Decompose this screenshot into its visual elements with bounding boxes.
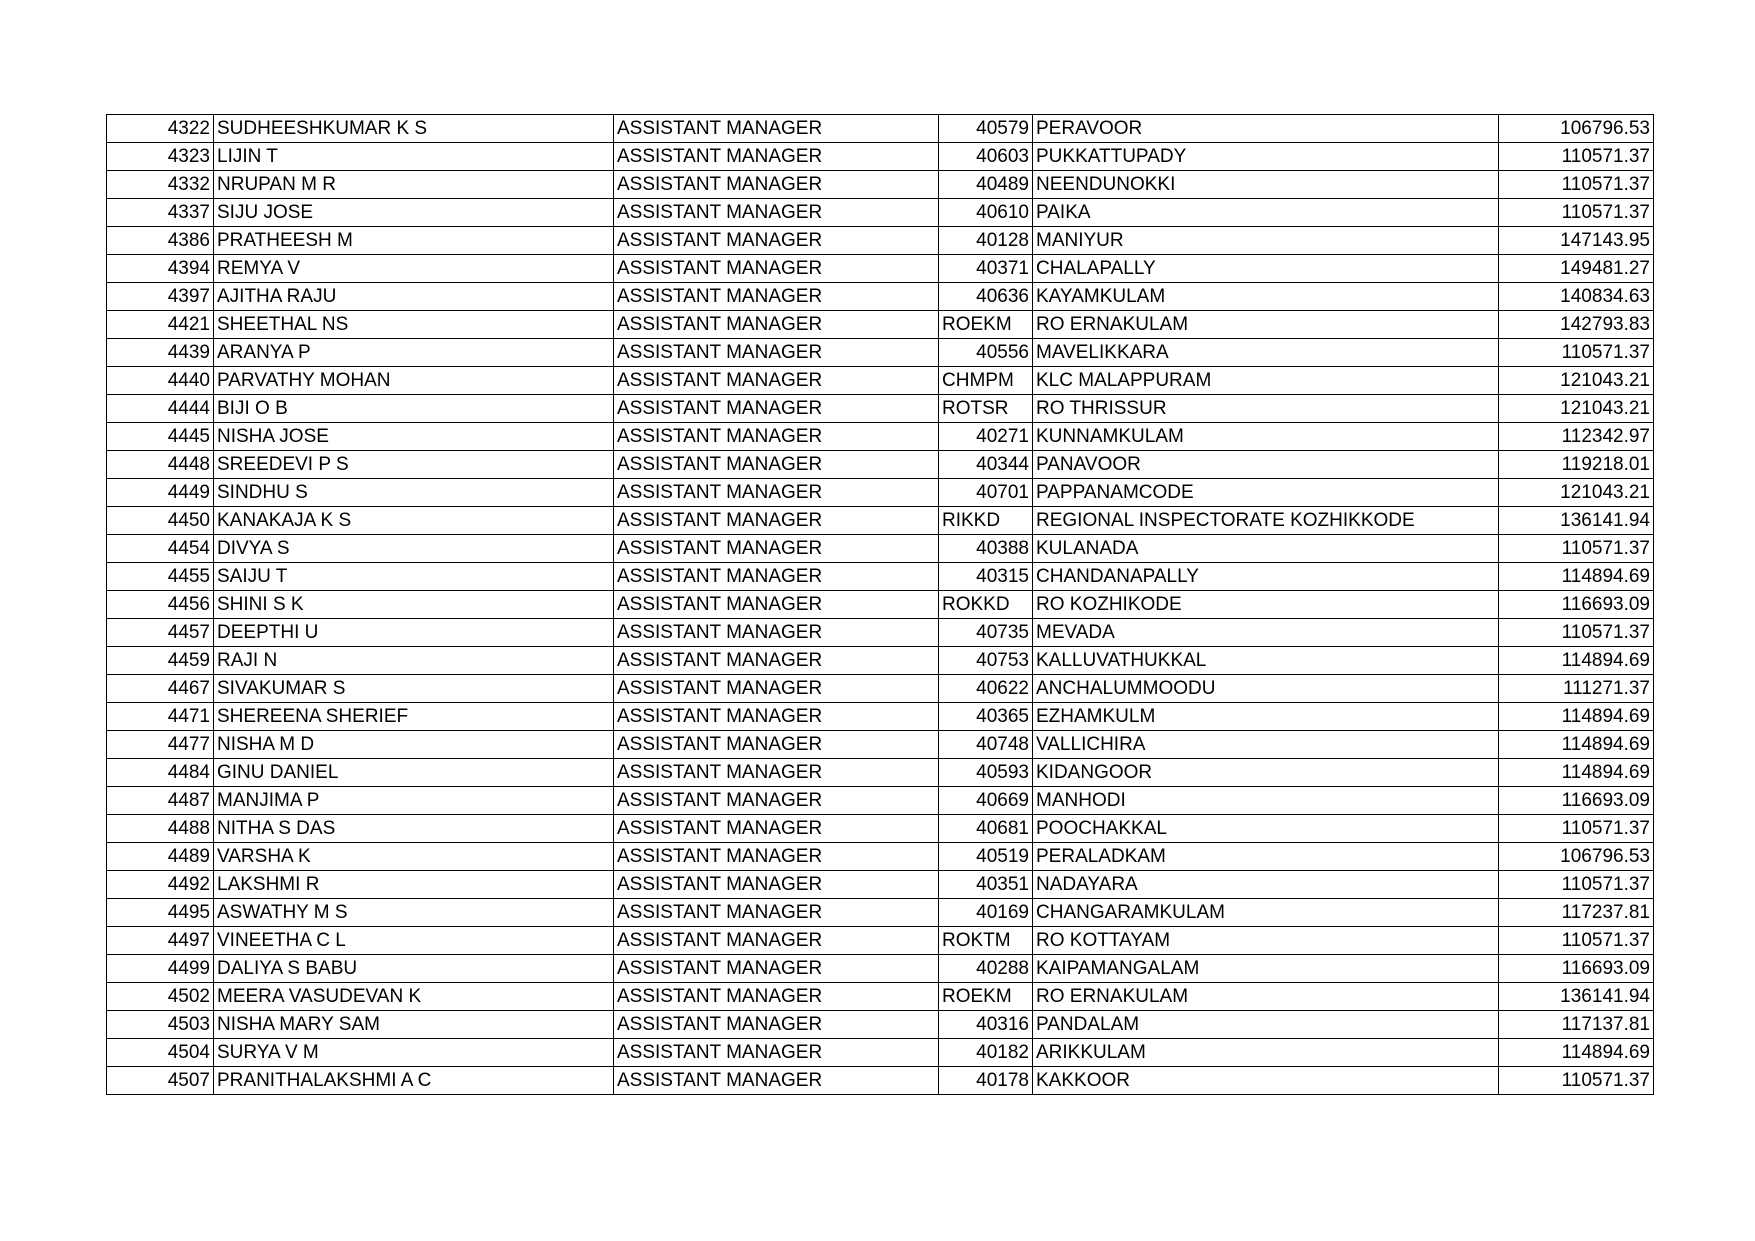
employee-name-cell: GINU DANIEL <box>214 759 614 787</box>
office-name-cell: RO KOTTAYAM <box>1033 927 1499 955</box>
designation-cell: ASSISTANT MANAGER <box>614 115 939 143</box>
designation-cell: ASSISTANT MANAGER <box>614 367 939 395</box>
office-name-cell: MANHODI <box>1033 787 1499 815</box>
office-code-cell: 40681 <box>939 815 1033 843</box>
amount-cell: 121043.21 <box>1499 395 1654 423</box>
amount-cell: 121043.21 <box>1499 367 1654 395</box>
employee-name-cell: VINEETHA C L <box>214 927 614 955</box>
office-name-cell: MAVELIKKARA <box>1033 339 1499 367</box>
table-row <box>107 1011 1654 1039</box>
office-code-cell: 40593 <box>939 759 1033 787</box>
office-name-cell: VALLICHIRA <box>1033 731 1499 759</box>
office-code-cell: 40316 <box>939 1011 1033 1039</box>
designation-cell: ASSISTANT MANAGER <box>614 227 939 255</box>
office-name-cell: ANCHALUMMOODU <box>1033 675 1499 703</box>
employee-name-cell: REMYA V <box>214 255 614 283</box>
office-code-cell: 40178 <box>939 1067 1033 1095</box>
employee-name-cell: PRATHEESH M <box>214 227 614 255</box>
employee-name-cell: RAJI N <box>214 647 614 675</box>
office-code-cell: 40603 <box>939 143 1033 171</box>
table-row <box>107 507 1654 535</box>
office-name-cell: PUKKATTUPADY <box>1033 143 1499 171</box>
table-row <box>107 787 1654 815</box>
office-code-cell: 40365 <box>939 703 1033 731</box>
employee-name-cell: SUDHEESHKUMAR K S <box>214 115 614 143</box>
employee-id-cell: 4467 <box>107 675 214 703</box>
office-code-cell: 40288 <box>939 955 1033 983</box>
amount-cell: 140834.63 <box>1499 283 1654 311</box>
table-row <box>107 199 1654 227</box>
table-row <box>107 1067 1654 1095</box>
amount-cell: 114894.69 <box>1499 563 1654 591</box>
employee-name-cell: SREEDEVI P S <box>214 451 614 479</box>
employee-id-cell: 4502 <box>107 983 214 1011</box>
table-row <box>107 143 1654 171</box>
employee-id-cell: 4444 <box>107 395 214 423</box>
amount-cell: 114894.69 <box>1499 1039 1654 1067</box>
amount-cell: 116693.09 <box>1499 787 1654 815</box>
office-name-cell: MANIYUR <box>1033 227 1499 255</box>
amount-cell: 121043.21 <box>1499 479 1654 507</box>
table-row <box>107 255 1654 283</box>
employee-name-cell: DIVYA S <box>214 535 614 563</box>
office-code-cell: 40579 <box>939 115 1033 143</box>
amount-cell: 117137.81 <box>1499 1011 1654 1039</box>
employee-id-cell: 4397 <box>107 283 214 311</box>
table-row <box>107 619 1654 647</box>
table-row <box>107 423 1654 451</box>
office-code-cell: 40753 <box>939 647 1033 675</box>
designation-cell: ASSISTANT MANAGER <box>614 871 939 899</box>
employee-id-cell: 4394 <box>107 255 214 283</box>
employee-id-cell: 4455 <box>107 563 214 591</box>
employee-id-cell: 4337 <box>107 199 214 227</box>
office-name-cell: PERAVOOR <box>1033 115 1499 143</box>
employee-id-cell: 4489 <box>107 843 214 871</box>
designation-cell: ASSISTANT MANAGER <box>614 507 939 535</box>
designation-cell: ASSISTANT MANAGER <box>614 171 939 199</box>
employee-id-cell: 4439 <box>107 339 214 367</box>
employee-name-cell: NRUPAN M R <box>214 171 614 199</box>
office-name-cell: POOCHAKKAL <box>1033 815 1499 843</box>
employee-name-cell: ARANYA P <box>214 339 614 367</box>
employee-name-cell: SINDHU S <box>214 479 614 507</box>
table-row <box>107 563 1654 591</box>
amount-cell: 112342.97 <box>1499 423 1654 451</box>
office-name-cell: NEENDUNOKKI <box>1033 171 1499 199</box>
office-code-cell: CHMPM <box>939 367 1033 395</box>
amount-cell: 110571.37 <box>1499 339 1654 367</box>
office-code-cell: 40489 <box>939 171 1033 199</box>
amount-cell: 114894.69 <box>1499 647 1654 675</box>
office-code-cell: ROTSR <box>939 395 1033 423</box>
office-name-cell: MEVADA <box>1033 619 1499 647</box>
office-code-cell: 40182 <box>939 1039 1033 1067</box>
office-name-cell: REGIONAL INSPECTORATE KOZHIKKODE <box>1033 507 1499 535</box>
office-name-cell: RO THRISSUR <box>1033 395 1499 423</box>
amount-cell: 114894.69 <box>1499 759 1654 787</box>
employee-id-cell: 4448 <box>107 451 214 479</box>
office-code-cell: 40669 <box>939 787 1033 815</box>
designation-cell: ASSISTANT MANAGER <box>614 1067 939 1095</box>
table-row <box>107 843 1654 871</box>
office-code-cell: 40735 <box>939 619 1033 647</box>
office-name-cell: NADAYARA <box>1033 871 1499 899</box>
amount-cell: 116693.09 <box>1499 955 1654 983</box>
amount-cell: 110571.37 <box>1499 143 1654 171</box>
employee-name-cell: SIJU JOSE <box>214 199 614 227</box>
amount-cell: 110571.37 <box>1499 815 1654 843</box>
amount-cell: 142793.83 <box>1499 311 1654 339</box>
table-row <box>107 703 1654 731</box>
office-code-cell: 40351 <box>939 871 1033 899</box>
employee-id-cell: 4507 <box>107 1067 214 1095</box>
table-row <box>107 171 1654 199</box>
table-row <box>107 759 1654 787</box>
employee-name-cell: ASWATHY M S <box>214 899 614 927</box>
office-code-cell: 40271 <box>939 423 1033 451</box>
office-code-cell: 40315 <box>939 563 1033 591</box>
table-row <box>107 731 1654 759</box>
amount-cell: 111271.37 <box>1499 675 1654 703</box>
designation-cell: ASSISTANT MANAGER <box>614 759 939 787</box>
designation-cell: ASSISTANT MANAGER <box>614 591 939 619</box>
table-row <box>107 983 1654 1011</box>
office-name-cell: PERALADKAM <box>1033 843 1499 871</box>
employee-id-cell: 4477 <box>107 731 214 759</box>
office-code-cell: 40622 <box>939 675 1033 703</box>
staff-table <box>106 114 1654 1095</box>
employee-id-cell: 4471 <box>107 703 214 731</box>
designation-cell: ASSISTANT MANAGER <box>614 563 939 591</box>
table-row <box>107 535 1654 563</box>
amount-cell: 106796.53 <box>1499 843 1654 871</box>
office-name-cell: KAYAMKULAM <box>1033 283 1499 311</box>
office-code-cell: 40748 <box>939 731 1033 759</box>
designation-cell: ASSISTANT MANAGER <box>614 703 939 731</box>
office-name-cell: PAIKA <box>1033 199 1499 227</box>
designation-cell: ASSISTANT MANAGER <box>614 395 939 423</box>
employee-name-cell: SHEETHAL NS <box>214 311 614 339</box>
office-code-cell: ROEKM <box>939 983 1033 1011</box>
employee-name-cell: SIVAKUMAR S <box>214 675 614 703</box>
table-row <box>107 675 1654 703</box>
employee-id-cell: 4504 <box>107 1039 214 1067</box>
amount-cell: 147143.95 <box>1499 227 1654 255</box>
designation-cell: ASSISTANT MANAGER <box>614 899 939 927</box>
employee-id-cell: 4450 <box>107 507 214 535</box>
office-code-cell: 40556 <box>939 339 1033 367</box>
employee-id-cell: 4440 <box>107 367 214 395</box>
office-code-cell: ROKKD <box>939 591 1033 619</box>
employee-name-cell: NISHA JOSE <box>214 423 614 451</box>
office-code-cell: 40610 <box>939 199 1033 227</box>
office-name-cell: KULANADA <box>1033 535 1499 563</box>
amount-cell: 114894.69 <box>1499 703 1654 731</box>
table-row <box>107 591 1654 619</box>
amount-cell: 110571.37 <box>1499 871 1654 899</box>
office-code-cell: 40636 <box>939 283 1033 311</box>
designation-cell: ASSISTANT MANAGER <box>614 647 939 675</box>
designation-cell: ASSISTANT MANAGER <box>614 619 939 647</box>
table-row <box>107 395 1654 423</box>
designation-cell: ASSISTANT MANAGER <box>614 815 939 843</box>
employee-id-cell: 4484 <box>107 759 214 787</box>
amount-cell: 110571.37 <box>1499 535 1654 563</box>
staff-table-body <box>107 115 1654 1095</box>
table-row <box>107 367 1654 395</box>
designation-cell: ASSISTANT MANAGER <box>614 927 939 955</box>
office-name-cell: EZHAMKULM <box>1033 703 1499 731</box>
amount-cell: 110571.37 <box>1499 199 1654 227</box>
office-name-cell: CHALAPALLY <box>1033 255 1499 283</box>
employee-name-cell: DALIYA S BABU <box>214 955 614 983</box>
office-name-cell: KIDANGOOR <box>1033 759 1499 787</box>
designation-cell: ASSISTANT MANAGER <box>614 143 939 171</box>
employee-name-cell: VARSHA K <box>214 843 614 871</box>
amount-cell: 110571.37 <box>1499 1067 1654 1095</box>
table-row <box>107 815 1654 843</box>
amount-cell: 116693.09 <box>1499 591 1654 619</box>
office-name-cell: KUNNAMKULAM <box>1033 423 1499 451</box>
employee-name-cell: SHEREENA SHERIEF <box>214 703 614 731</box>
designation-cell: ASSISTANT MANAGER <box>614 787 939 815</box>
employee-name-cell: BIJI O B <box>214 395 614 423</box>
employee-name-cell: NISHA MARY SAM <box>214 1011 614 1039</box>
office-name-cell: KAKKOOR <box>1033 1067 1499 1095</box>
employee-id-cell: 4495 <box>107 899 214 927</box>
employee-id-cell: 4454 <box>107 535 214 563</box>
amount-cell: 110571.37 <box>1499 927 1654 955</box>
office-code-cell: 40388 <box>939 535 1033 563</box>
office-code-cell: ROKTM <box>939 927 1033 955</box>
employee-id-cell: 4487 <box>107 787 214 815</box>
office-name-cell: RO ERNAKULAM <box>1033 311 1499 339</box>
amount-cell: 119218.01 <box>1499 451 1654 479</box>
office-code-cell: ROEKM <box>939 311 1033 339</box>
table-row <box>107 311 1654 339</box>
employee-id-cell: 4445 <box>107 423 214 451</box>
amount-cell: 114894.69 <box>1499 731 1654 759</box>
office-name-cell: ARIKKULAM <box>1033 1039 1499 1067</box>
designation-cell: ASSISTANT MANAGER <box>614 1011 939 1039</box>
table-row <box>107 647 1654 675</box>
employee-id-cell: 4386 <box>107 227 214 255</box>
table-row <box>107 479 1654 507</box>
employee-id-cell: 4503 <box>107 1011 214 1039</box>
designation-cell: ASSISTANT MANAGER <box>614 451 939 479</box>
employee-name-cell: SAIJU T <box>214 563 614 591</box>
employee-name-cell: LIJIN T <box>214 143 614 171</box>
employee-id-cell: 4449 <box>107 479 214 507</box>
office-name-cell: CHANGARAMKULAM <box>1033 899 1499 927</box>
amount-cell: 110571.37 <box>1499 619 1654 647</box>
employee-name-cell: NITHA S DAS <box>214 815 614 843</box>
designation-cell: ASSISTANT MANAGER <box>614 199 939 227</box>
amount-cell: 106796.53 <box>1499 115 1654 143</box>
amount-cell: 110571.37 <box>1499 171 1654 199</box>
employee-id-cell: 4323 <box>107 143 214 171</box>
table-row <box>107 339 1654 367</box>
office-name-cell: PANDALAM <box>1033 1011 1499 1039</box>
employee-id-cell: 4488 <box>107 815 214 843</box>
table-row <box>107 927 1654 955</box>
office-name-cell: KALLUVATHUKKAL <box>1033 647 1499 675</box>
amount-cell: 136141.94 <box>1499 507 1654 535</box>
designation-cell: ASSISTANT MANAGER <box>614 843 939 871</box>
office-code-cell: RIKKD <box>939 507 1033 535</box>
designation-cell: ASSISTANT MANAGER <box>614 339 939 367</box>
office-code-cell: 40371 <box>939 255 1033 283</box>
amount-cell: 149481.27 <box>1499 255 1654 283</box>
employee-name-cell: NISHA M D <box>214 731 614 759</box>
office-code-cell: 40169 <box>939 899 1033 927</box>
office-name-cell: KLC MALAPPURAM <box>1033 367 1499 395</box>
table-row <box>107 451 1654 479</box>
office-name-cell: RO KOZHIKODE <box>1033 591 1499 619</box>
employee-name-cell: PARVATHY MOHAN <box>214 367 614 395</box>
employee-name-cell: PRANITHALAKSHMI A C <box>214 1067 614 1095</box>
office-code-cell: 40519 <box>939 843 1033 871</box>
office-code-cell: 40344 <box>939 451 1033 479</box>
table-row <box>107 283 1654 311</box>
table-row <box>107 955 1654 983</box>
office-code-cell: 40701 <box>939 479 1033 507</box>
employee-name-cell: KANAKAJA K S <box>214 507 614 535</box>
office-name-cell: RO ERNAKULAM <box>1033 983 1499 1011</box>
office-name-cell: CHANDANAPALLY <box>1033 563 1499 591</box>
table-row <box>107 871 1654 899</box>
employee-name-cell: DEEPTHI U <box>214 619 614 647</box>
amount-cell: 136141.94 <box>1499 983 1654 1011</box>
office-name-cell: KAIPAMANGALAM <box>1033 955 1499 983</box>
employee-name-cell: SHINI S K <box>214 591 614 619</box>
office-code-cell: 40128 <box>939 227 1033 255</box>
office-name-cell: PAPPANAMCODE <box>1033 479 1499 507</box>
designation-cell: ASSISTANT MANAGER <box>614 311 939 339</box>
designation-cell: ASSISTANT MANAGER <box>614 731 939 759</box>
designation-cell: ASSISTANT MANAGER <box>614 983 939 1011</box>
designation-cell: ASSISTANT MANAGER <box>614 955 939 983</box>
employee-id-cell: 4457 <box>107 619 214 647</box>
designation-cell: ASSISTANT MANAGER <box>614 255 939 283</box>
employee-name-cell: MEERA VASUDEVAN K <box>214 983 614 1011</box>
employee-id-cell: 4332 <box>107 171 214 199</box>
employee-id-cell: 4421 <box>107 311 214 339</box>
employee-id-cell: 4322 <box>107 115 214 143</box>
office-name-cell: PANAVOOR <box>1033 451 1499 479</box>
designation-cell: ASSISTANT MANAGER <box>614 535 939 563</box>
table-row <box>107 227 1654 255</box>
table-row <box>107 1039 1654 1067</box>
employee-name-cell: MANJIMA P <box>214 787 614 815</box>
designation-cell: ASSISTANT MANAGER <box>614 675 939 703</box>
employee-id-cell: 4456 <box>107 591 214 619</box>
employee-id-cell: 4459 <box>107 647 214 675</box>
employee-id-cell: 4497 <box>107 927 214 955</box>
amount-cell: 117237.81 <box>1499 899 1654 927</box>
employee-id-cell: 4492 <box>107 871 214 899</box>
table-row <box>107 899 1654 927</box>
employee-name-cell: LAKSHMI R <box>214 871 614 899</box>
designation-cell: ASSISTANT MANAGER <box>614 479 939 507</box>
employee-name-cell: AJITHA RAJU <box>214 283 614 311</box>
designation-cell: ASSISTANT MANAGER <box>614 423 939 451</box>
employee-name-cell: SURYA V M <box>214 1039 614 1067</box>
table-row <box>107 115 1654 143</box>
designation-cell: ASSISTANT MANAGER <box>614 1039 939 1067</box>
employee-id-cell: 4499 <box>107 955 214 983</box>
designation-cell: ASSISTANT MANAGER <box>614 283 939 311</box>
